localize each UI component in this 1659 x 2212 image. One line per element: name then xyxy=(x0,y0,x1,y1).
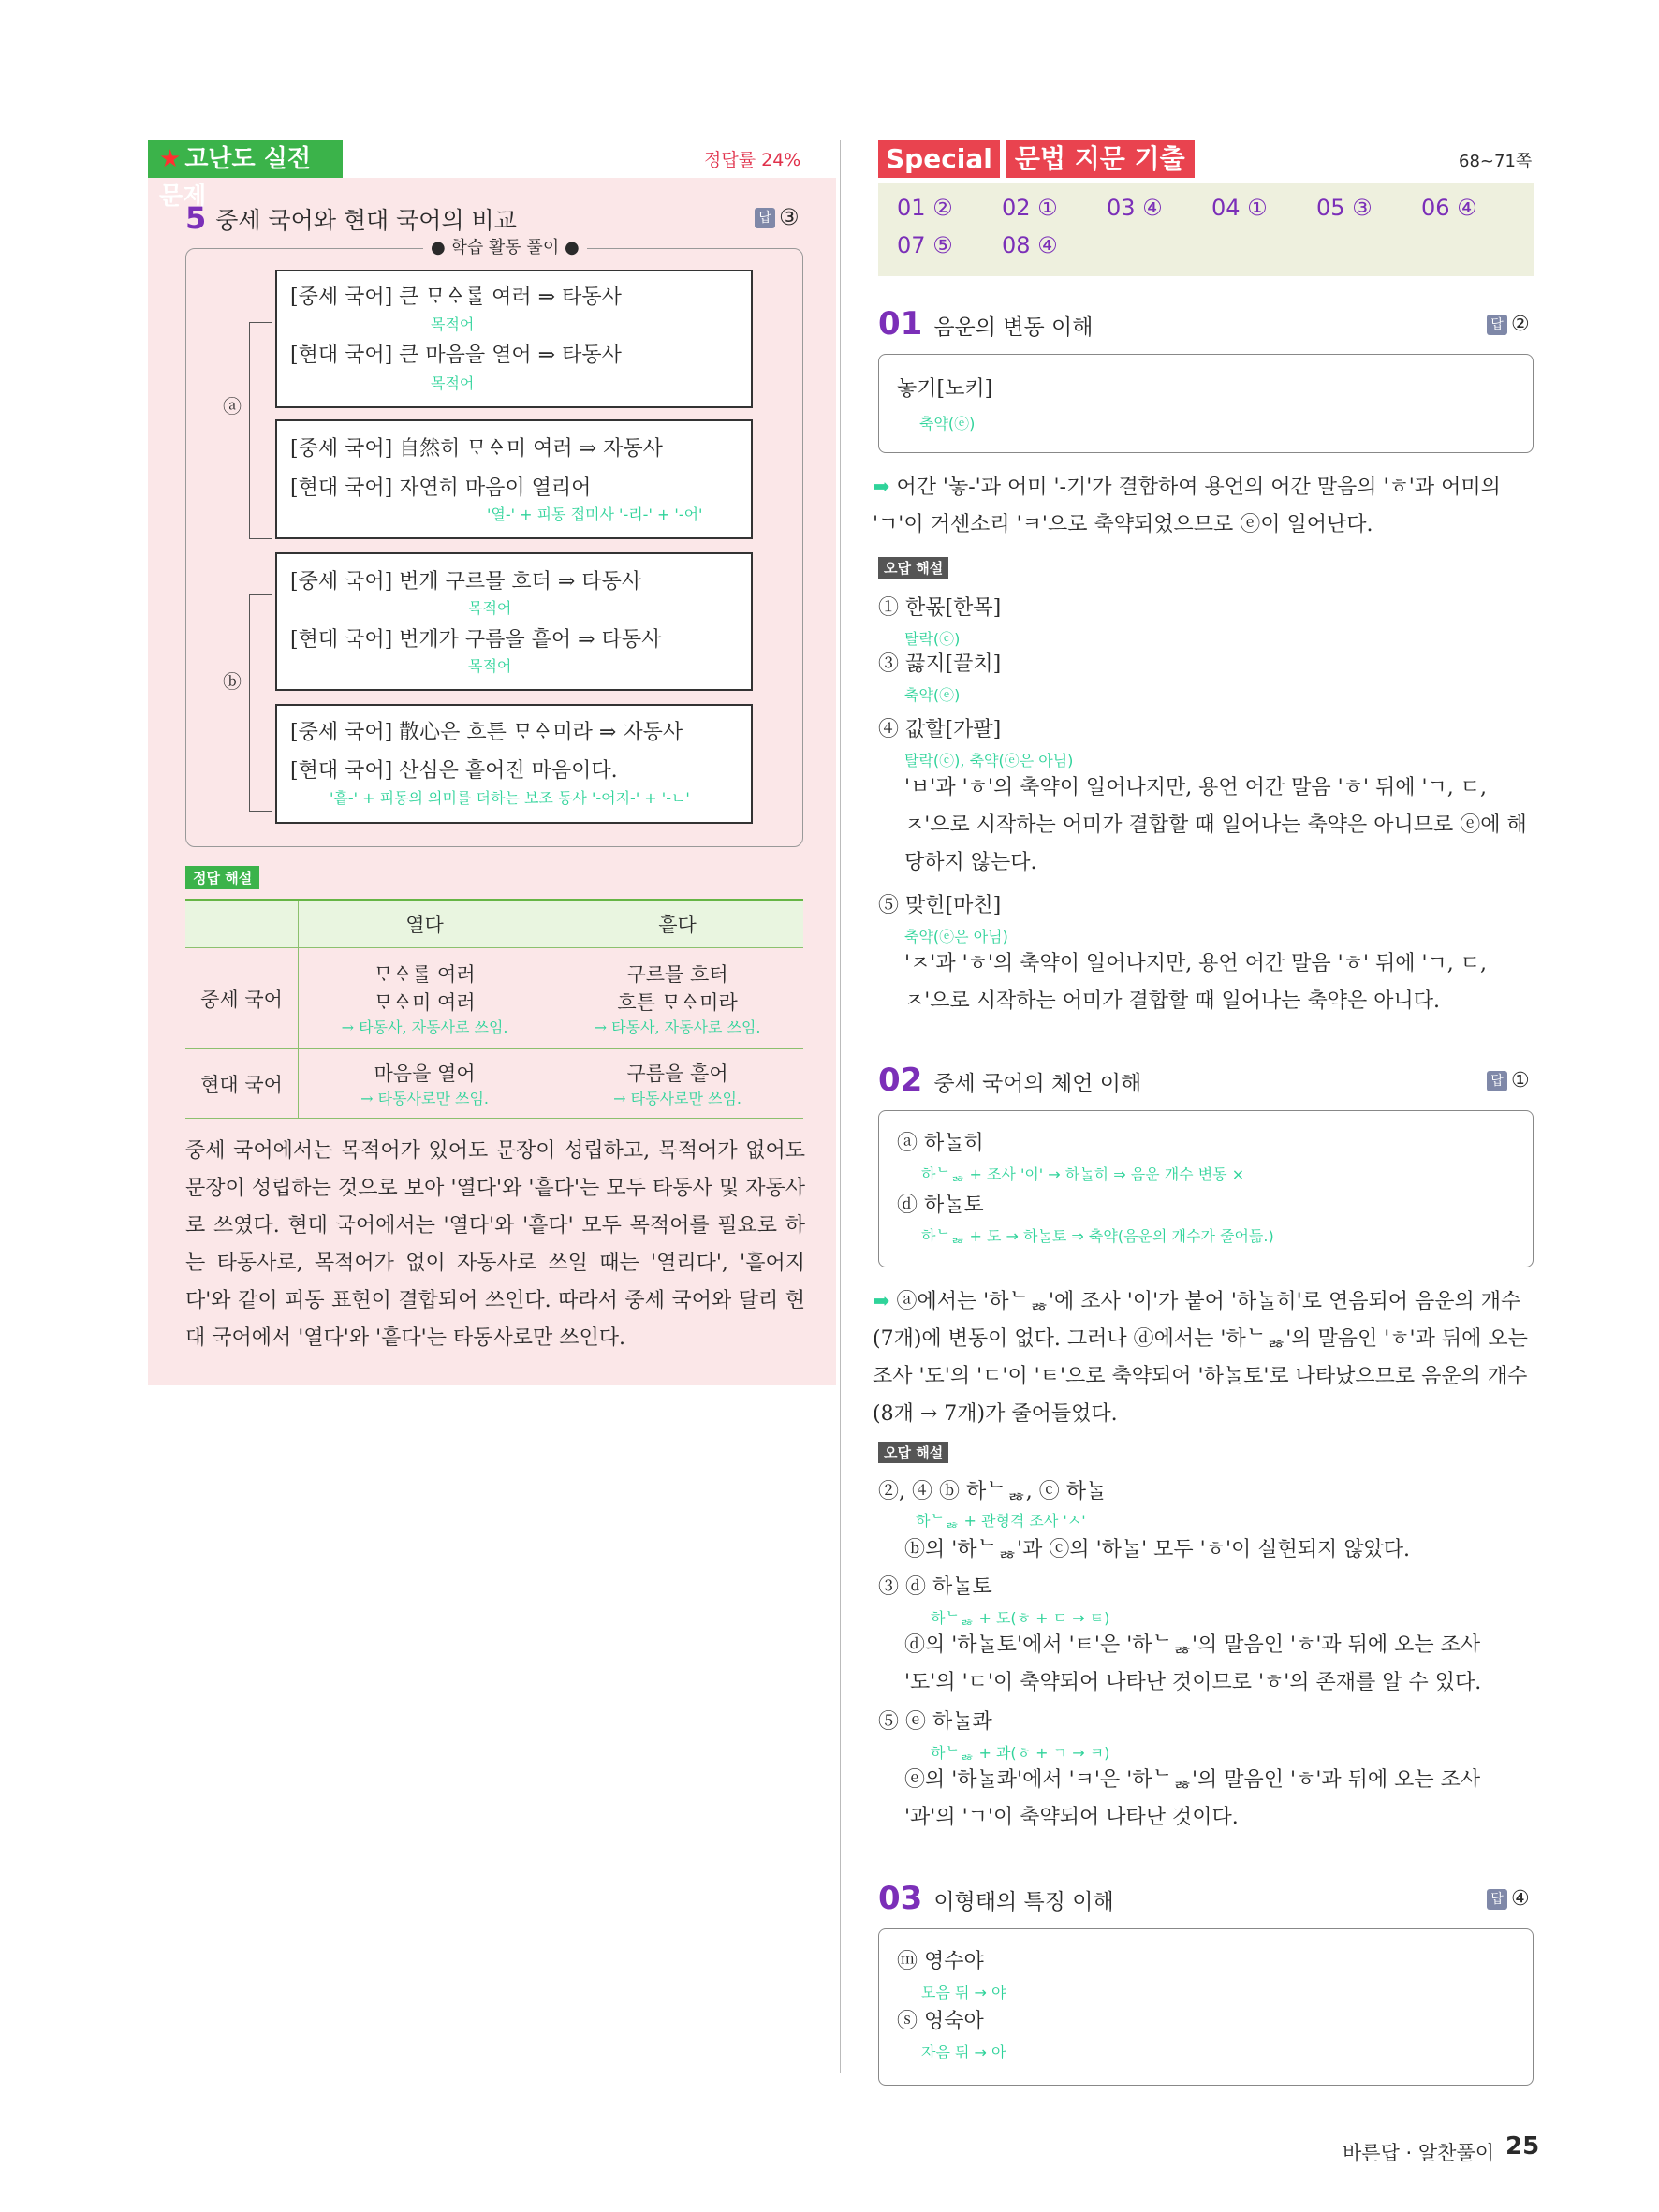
bracket-b xyxy=(249,594,272,812)
answer-item: 06 ④ xyxy=(1421,195,1477,221)
answer-item: 01 ② xyxy=(897,195,953,221)
q01-wrong-4-note: 탈락(ⓒ), 축약(ⓔ은 아님) xyxy=(904,752,1074,769)
answer-value: ① xyxy=(1511,1069,1530,1092)
answer-icon: 답 xyxy=(1487,1889,1507,1910)
row-label: 현대 국어 xyxy=(185,1049,299,1119)
cell-line: 구름을 흩어 xyxy=(626,1062,728,1085)
row-label: 중세 국어 xyxy=(185,948,299,1049)
arrow-icon: ➡ xyxy=(873,1289,890,1313)
footer-text: 바른답 · 알찬풀이 xyxy=(1343,2142,1495,2164)
activity-label: ● 학습 활동 풀이 ● xyxy=(423,234,587,258)
activity-label-text: 학습 활동 풀이 xyxy=(450,238,560,257)
q02-wrong-3: ③ ⓓ 하ᄂᆞᆯ토 xyxy=(878,1575,992,1599)
answer-item: 04 ① xyxy=(1211,195,1268,221)
answer-value: ④ xyxy=(1511,1887,1530,1911)
answer-item: 05 ③ xyxy=(1316,195,1373,221)
table-cell xyxy=(551,1049,803,1119)
box4-line1: [중세 국어] 散心은 흐튼 ᄆᆞᅀᆞ미라 ⇒ 자동사 xyxy=(290,721,683,744)
table-row xyxy=(185,948,803,1049)
q01-explanation-text: 어간 '놓-'과 어미 '-기'가 결합하여 용언의 어간 말음의 'ㅎ'과 어미의 'ㄱ'이 거센소리 'ㅋ'으로 축약되었으므로 ⓔ이 일어난다. xyxy=(873,476,1501,536)
q01-wrong-5: ⑤ 맞힌[마친] xyxy=(878,894,1002,917)
q02-box-note1: 하ᄂᆶ + 조사 '이' → 하ᄂᆞᆯ히 ⇒ 음운 개수 변동 × xyxy=(921,1165,1245,1183)
box1-line2: [현대 국어] 큰 마음을 열어 ⇒ 타동사 xyxy=(290,344,622,367)
question-answer xyxy=(1487,1887,1530,1911)
question-title-text: 중세 국어의 체언 이해 xyxy=(933,1072,1142,1096)
box3-note1: 목적어 xyxy=(468,599,512,617)
answer-value: ③ xyxy=(779,204,800,230)
q03-box-note2: 자음 뒤 → 아 xyxy=(921,2044,1006,2061)
answer-item: 08 ④ xyxy=(1002,232,1058,258)
q02-explanation-text: ⓐ에서는 '하ᄂᆶ'에 조사 '이'가 붙어 '하ᄂᆞᆯ히'로 연음되어 음운의 개수(7개)에 변동이 없다. 그러나 ⓓ에서는 '하ᄂᆶ'의 말음인 'ㅎ'과 뒤에 오는 조사 '도'의 'ㄷ'이 'ㅌ'으로 축약되어 '하ᄂᆞᆯ토'로 나타났으므로 음운의 개수(8개 → 7개)가 줄어들었다. xyxy=(873,1290,1528,1426)
question-number: 02 xyxy=(878,1062,923,1099)
q02-wrong-3-text: ⓓ의 '하ᄂᆞᆯ토'에서 'ㅌ'은 '하ᄂᆶ'의 말음인 'ㅎ'과 뒤에 오는 조사 '도'의 'ㄷ'이 축약되어 나타난 것이므로 'ㅎ'의 존재를 알 수 있다. xyxy=(904,1633,1482,1694)
table-header-cell xyxy=(185,900,299,948)
answer-icon: 답 xyxy=(755,208,775,228)
question-03-title xyxy=(878,1880,1114,1917)
cell-line: 흐튼 ᄆᆞᅀᆞ미라 xyxy=(617,991,738,1014)
cell-note: → 타동사, 자동사로 쓰임. xyxy=(341,1018,508,1036)
special-label: Special xyxy=(878,140,1000,178)
box1-line1: [중세 국어] 큰 ᄆᆞᅀᆞᄅᆞᆯ 여러 ⇒ 타동사 xyxy=(290,286,622,309)
q02-explanation xyxy=(873,1282,1535,1433)
special-badge xyxy=(878,140,1195,178)
q02-wrong-3-note: 하ᄂᆶ + 도(ㅎ + ㄷ → ㅌ) xyxy=(931,1609,1110,1627)
answer-explanation-tag: 정답 해설 xyxy=(185,866,259,889)
question-01-title xyxy=(878,305,1093,343)
q03-box-line2: ⓢ 영숙아 xyxy=(897,2010,984,2033)
section-badge-label: 고난도 실전 문제 xyxy=(159,145,311,211)
q01-box-note: 축약(ⓔ) xyxy=(919,415,976,432)
q01-wrong-3-note: 축약(ⓔ) xyxy=(904,686,961,704)
cell-note: → 타동사로만 쓰임. xyxy=(613,1090,741,1107)
table-header-cell: 열다 xyxy=(299,900,551,948)
table-header-cell: 흩다 xyxy=(551,900,803,948)
answer-icon: 답 xyxy=(1487,1071,1507,1091)
q02-box-note2: 하ᄂᆶ + 도 → 하ᄂᆞᆯ토 ⇒ 축약(음운의 개수가 줄어듦.) xyxy=(921,1227,1274,1245)
q02-box-line1: ⓐ 하ᄂᆞᆯ히 xyxy=(897,1132,984,1155)
q01-box-line: 놓기[노키] xyxy=(897,377,993,401)
comparison-table xyxy=(185,899,803,1119)
wrong-answer-tag: 오답 해설 xyxy=(878,1442,948,1463)
q02-wrong-5: ⑤ ⓔ 하ᄂᆞᆯ콰 xyxy=(878,1710,992,1734)
box1-note1: 목적어 xyxy=(431,315,475,333)
answer-value: ② xyxy=(1511,313,1530,336)
cell-line: 마음을 열어 xyxy=(374,1062,476,1085)
question-02-title xyxy=(878,1062,1141,1099)
q01-wrong-4-text: 'ㅂ'과 'ㅎ'의 축약이 일어나지만, 용언 어간 말음 'ㅎ' 뒤에 'ㄱ, ㄷ, ㅈ'으로 시작하는 어미가 결합할 때 일어나는 축약은 아니므로 ⓔ에 해당하지 않는다. xyxy=(904,776,1527,874)
box3-line2: [현대 국어] 번개가 구름을 흩어 ⇒ 타동사 xyxy=(290,628,662,652)
question-title xyxy=(185,200,517,236)
box4-line2: [현대 국어] 산심은 흩어진 마음이다. xyxy=(290,759,618,783)
question-01-box xyxy=(878,354,1534,453)
q02-wrong-5-note: 하ᄂᆶ + 과(ㅎ + ㄱ → ㅋ) xyxy=(931,1744,1110,1762)
q02-wrong-24-note: 하ᄂᆶ + 관형격 조사 'ㅅ' xyxy=(916,1512,1086,1530)
q02-wrong-5-text: ⓔ의 '하ᄂᆞᆯ콰'에서 'ㅋ'은 '하ᄂᆶ'의 말음인 'ㅎ'과 뒤에 오는 조사 '과'의 'ㄱ'이 축약되어 나타난 것이다. xyxy=(904,1768,1481,1829)
box2-line2: [현대 국어] 자연히 마음이 열리어 xyxy=(290,476,592,500)
question-answer xyxy=(1487,313,1530,336)
star-icon: ★ xyxy=(159,145,182,173)
question-title-text: 이형태의 특징 이해 xyxy=(933,1890,1114,1914)
question-number: 01 xyxy=(878,305,923,343)
question-number: 5 xyxy=(185,200,207,236)
group-a-label: ⓐ xyxy=(223,395,242,417)
q01-wrong-5-text: 'ㅈ'과 'ㅎ'의 축약이 일어나지만, 용언 어간 말음 'ㅎ' 뒤에 'ㄱ, ㄷ, ㅈ'으로 시작하는 어미가 결합할 때 일어나는 축약은 아니다. xyxy=(904,952,1488,1013)
section-badge xyxy=(148,140,343,211)
table-cell xyxy=(299,948,551,1049)
answer-item: 07 ⑤ xyxy=(897,232,953,258)
q01-wrong-1-note: 탈락(ⓒ) xyxy=(904,630,961,648)
cell-note: → 타동사, 자동사로 쓰임. xyxy=(594,1018,761,1036)
cell-line: ᄆᆞᅀᆞᄅᆞᆯ 여러 xyxy=(374,963,476,986)
explanation-text: 중세 국어에서는 목적어가 있어도 문장이 성립하고, 목적어가 없어도 문장이 성립하는 것으로 보아 '열다'와 '흩다'는 모두 타동사 및 자동사로 쓰였다. 현대 국어에서는 '열다'와 '흩다' 모두 목적어를 필요로 하는 타동사로, 목적어가 없이 자동사로 쓰일 때는 '열리다', '흩어지다'와 같이 피동 표현이 결합되어 쓰인다. 따라서 중세 국어와 달리 현대 국어에서 '열다'와 '흩다'는 타동사로만 쓰인다. xyxy=(185,1139,805,1350)
page-number: 25 xyxy=(1505,2132,1540,2161)
q02-box-line2: ⓓ 하ᄂᆞᆯ토 xyxy=(897,1194,984,1217)
box1-note2: 목적어 xyxy=(431,374,475,392)
table-header-row xyxy=(185,900,803,948)
box3-note2: 목적어 xyxy=(468,657,512,675)
question-answer xyxy=(1487,1069,1530,1092)
question-answer xyxy=(755,204,800,230)
box2-line1: [중세 국어] 自然히 ᄆᆞᅀᆞ미 여러 ⇒ 자동사 xyxy=(290,437,663,461)
box4-note2: '흩-' + 피동의 의미를 더하는 보조 동사 '-어지-' + '-ㄴ' xyxy=(330,789,690,807)
bracket-a xyxy=(249,322,272,539)
wrong-answer-tag: 오답 해설 xyxy=(878,557,948,579)
q01-wrong-4: ④ 값할[가팔] xyxy=(878,718,1002,741)
answer-item: 02 ① xyxy=(1002,195,1058,221)
table-cell xyxy=(551,948,803,1049)
q03-box-line1: ⓜ 영수야 xyxy=(897,1950,984,1973)
answer-icon: 답 xyxy=(1487,315,1507,335)
cell-line: ᄆᆞᅀᆞ미 여러 xyxy=(374,991,476,1014)
q01-wrong-3: ③ 끓지[끌치] xyxy=(878,652,1002,676)
q03-box-note1: 모음 뒤 → 야 xyxy=(921,1984,1006,2001)
page-range: 68~71쪽 xyxy=(1459,152,1533,171)
box3-line1: [중세 국어] 번게 구르믈 흐터 ⇒ 타동사 xyxy=(290,570,642,593)
question-number: 03 xyxy=(878,1880,923,1917)
question-title-text: 중세 국어와 현대 국어의 비교 xyxy=(215,207,517,234)
group-b-label: ⓑ xyxy=(223,670,242,693)
special-title: 문법 지문 기출 xyxy=(1006,140,1195,178)
q02-wrong-24: ②, ④ ⓑ 하ᄂᆶ, ⓒ 하ᄂᆞᆯ xyxy=(878,1480,1107,1503)
q01-wrong-5-note: 축약(ⓔ은 아님) xyxy=(904,928,1008,945)
column-divider xyxy=(840,140,841,2073)
question-title-text: 음운의 변동 이해 xyxy=(933,315,1094,340)
q01-wrong-1: ① 한몫[한목] xyxy=(878,596,1002,620)
q01-explanation xyxy=(873,468,1535,544)
q02-wrong-24-text: ⓑ의 '하ᄂᆶ'과 ⓒ의 '하ᄂᆞᆯ' 모두 'ㅎ'이 실현되지 않았다. xyxy=(904,1538,1411,1561)
cell-note: → 타동사로만 쓰임. xyxy=(360,1090,489,1107)
cell-line: 구르믈 흐터 xyxy=(626,963,728,986)
answer-item: 03 ④ xyxy=(1107,195,1163,221)
table-row xyxy=(185,1049,803,1119)
box2-note2: '열-' + 피동 접미사 '-리-' + '-어' xyxy=(487,505,703,523)
correct-rate: 정답률 24% xyxy=(704,150,801,170)
arrow-icon: ➡ xyxy=(873,475,890,499)
table-cell xyxy=(299,1049,551,1119)
